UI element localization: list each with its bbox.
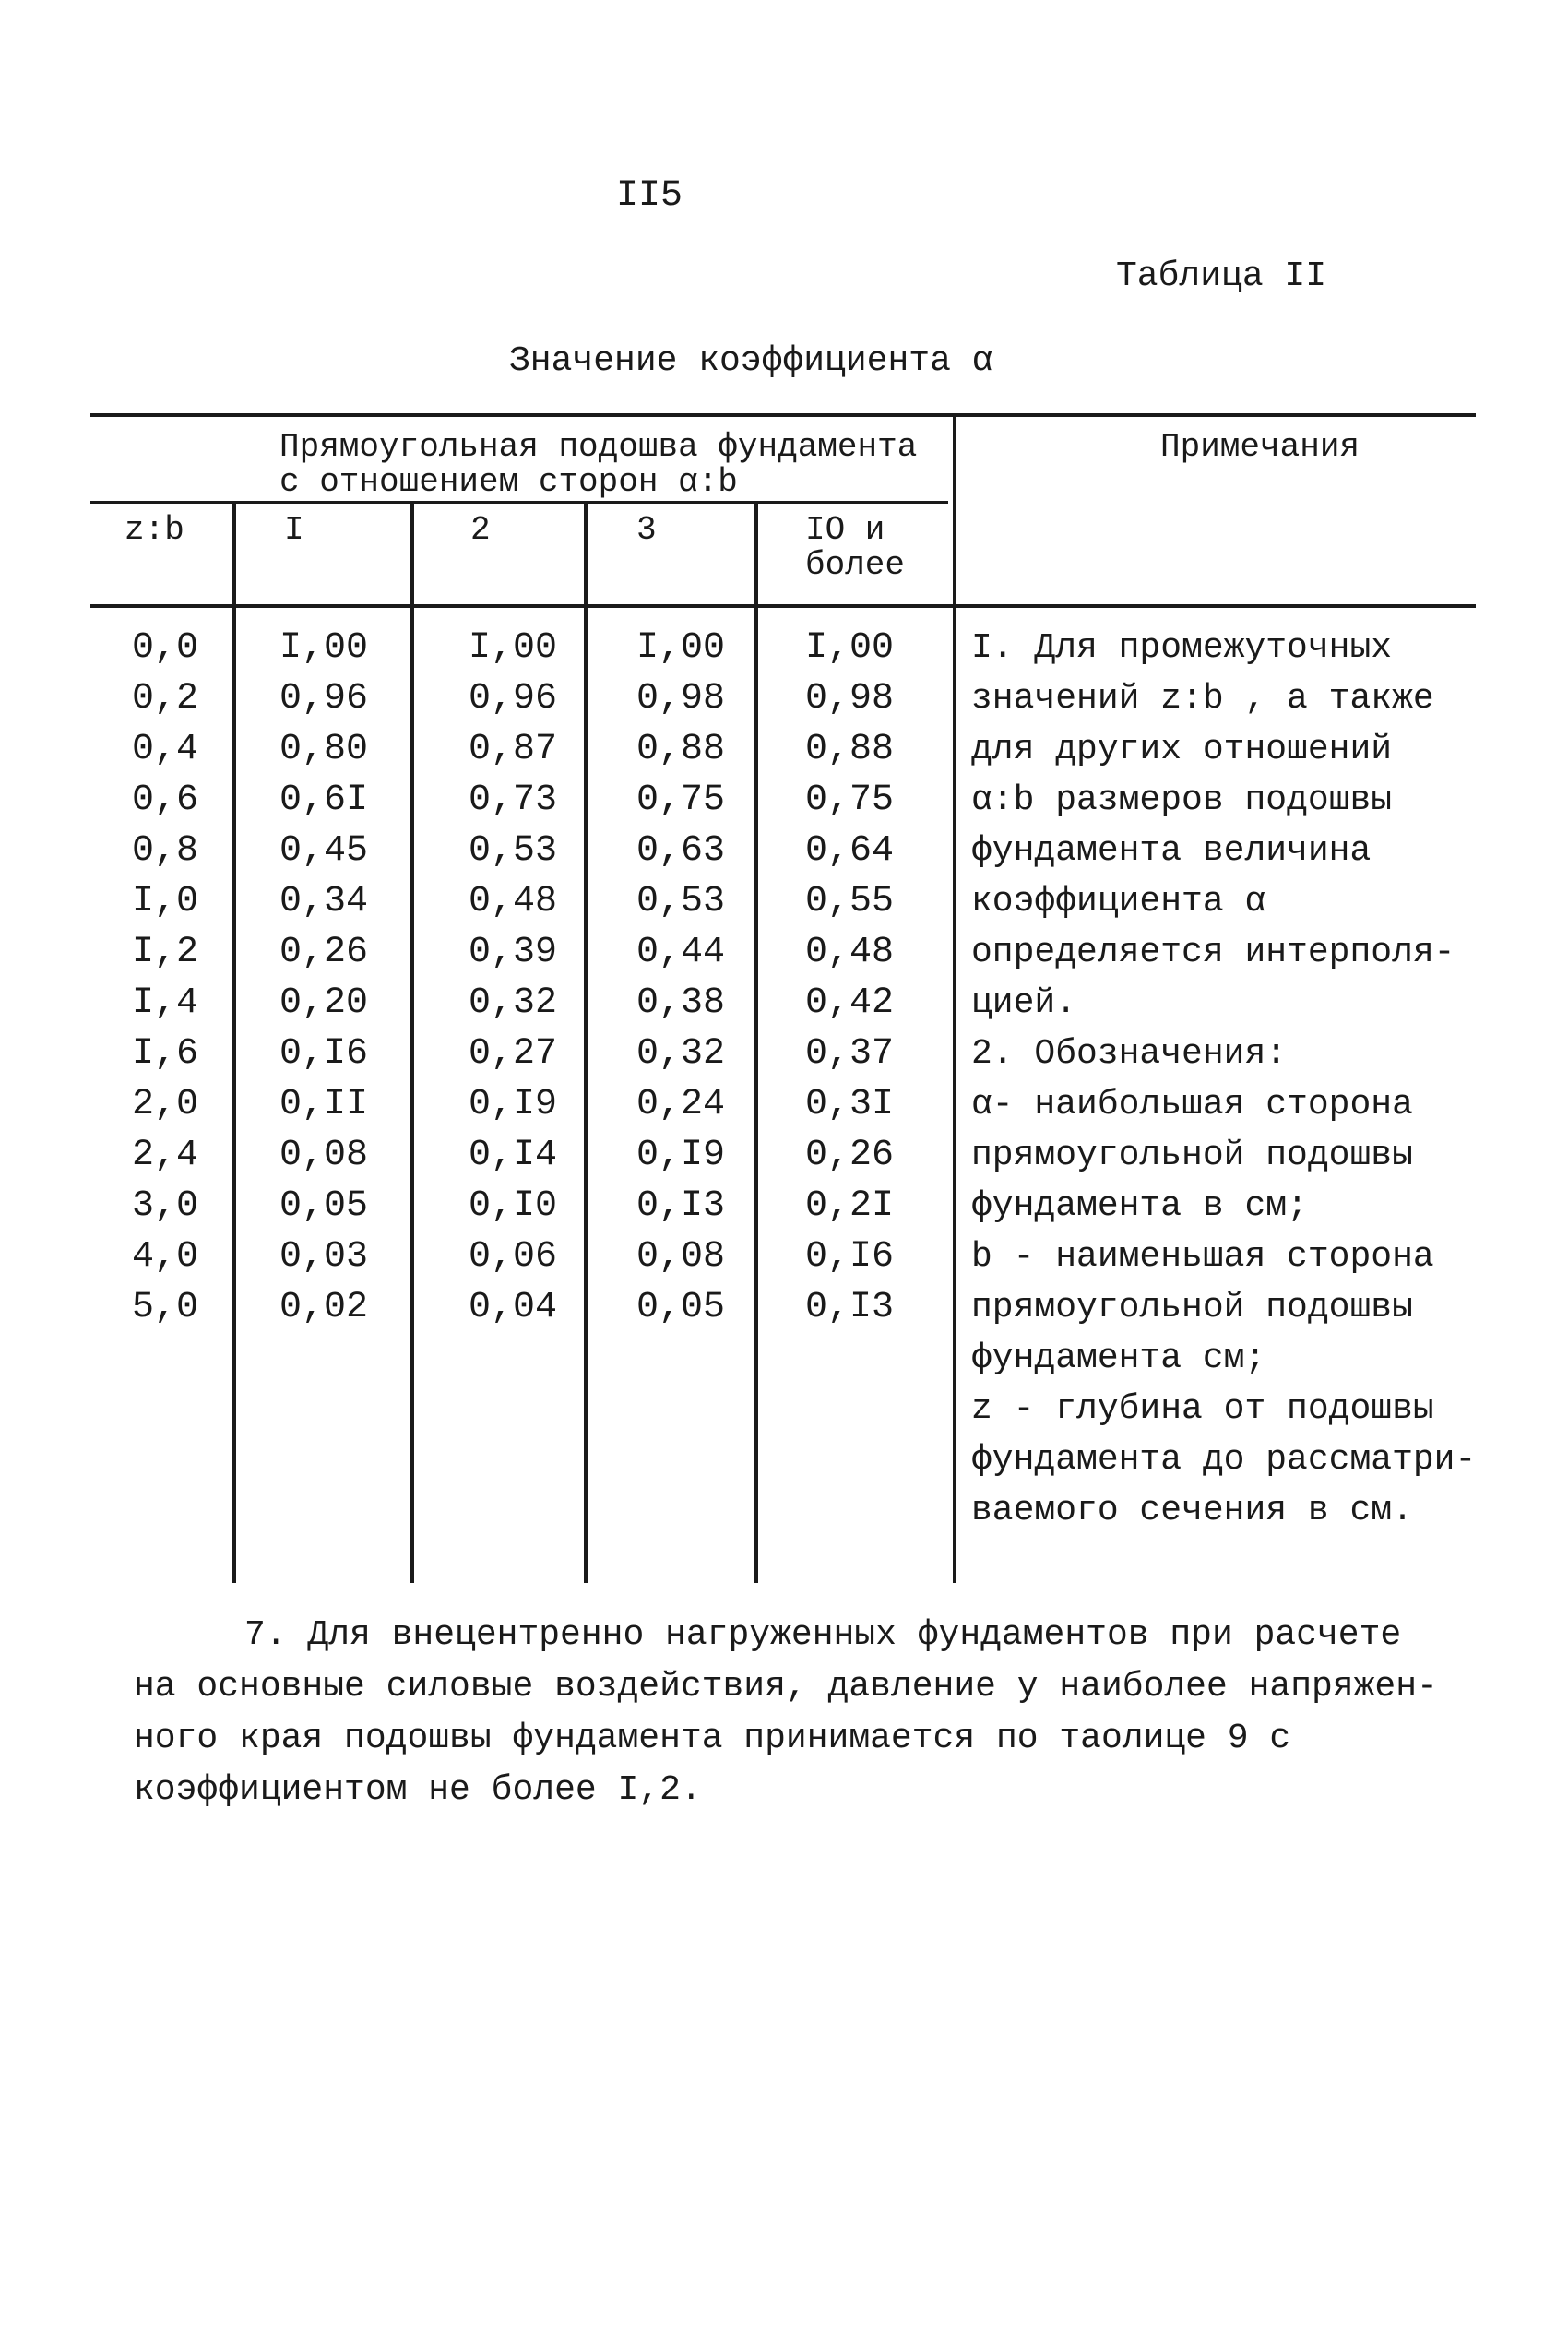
note-line: α- наибольшая сторона	[971, 1085, 1413, 1124]
table-cell: I,00	[805, 627, 895, 669]
table-cell: 0,I9	[469, 1084, 558, 1125]
table-cell: 0,03	[279, 1236, 369, 1278]
note-line: определяется интерполя-	[971, 933, 1455, 972]
notes-column	[971, 623, 1476, 1536]
footer-line: 7. Для внецентренно нагруженных фундаментов при расчете	[244, 1615, 1402, 1655]
group-header-line1: Прямоугольная подошва фундамента	[279, 428, 918, 466]
col-divider-notes	[953, 413, 956, 1583]
table-cell: 0,08	[279, 1135, 369, 1176]
note-line: прямоугольной подошвы	[971, 1136, 1413, 1175]
column-header-4-line2: более	[805, 546, 906, 584]
table-cell: 0,26	[805, 1135, 895, 1176]
table-cell: 0,2I	[805, 1185, 895, 1227]
column-3	[636, 623, 725, 1333]
col-divider-2	[584, 504, 588, 1583]
footer-line: ного края подошвы фундамента принимается по таолице 9 с	[134, 1719, 1291, 1758]
table-cell: 3,0	[132, 1185, 199, 1227]
note-line: значений z:b , а также	[971, 679, 1434, 719]
table-label: Таблица II	[1116, 256, 1327, 296]
table-cell: I,6	[132, 1033, 199, 1075]
column-header-1: I	[284, 511, 304, 549]
table-cell: 0,53	[636, 881, 726, 922]
footer-line: на основные силовые воздействия, давление у наиболее напряжен-	[134, 1667, 1438, 1707]
column-1	[279, 623, 368, 1333]
table-cell: 4,0	[132, 1236, 199, 1278]
table-cell: I,0	[132, 881, 199, 922]
header-bottom-rule	[90, 604, 1476, 608]
note-line: фундамента в см;	[971, 1186, 1308, 1226]
table-cell: 0,75	[805, 779, 895, 821]
table-cell: 0,02	[279, 1287, 369, 1328]
table-cell: 0,24	[636, 1084, 726, 1125]
note-line: фундамента величина	[971, 831, 1372, 871]
table-cell: I,2	[132, 932, 199, 973]
table-cell: 0,32	[469, 982, 558, 1024]
table-cell: 0,44	[636, 932, 726, 973]
note-line: фундамента см;	[971, 1339, 1266, 1378]
note-line: цией.	[971, 983, 1077, 1023]
col-divider-ratio	[232, 504, 236, 1583]
table-cell: 0,I9	[636, 1135, 726, 1176]
table-cell: 2,0	[132, 1084, 199, 1125]
column-header-2: 2	[470, 511, 491, 549]
table-top-rule	[90, 413, 1476, 417]
table-cell: 0,63	[636, 830, 726, 872]
table-cell: 0,4	[132, 729, 199, 770]
table-cell: 0,75	[636, 779, 726, 821]
column-header-4-line1: IO и	[805, 511, 885, 549]
table-cell: 0,3I	[805, 1084, 895, 1125]
table-cell: 0,45	[279, 830, 369, 872]
column-header-3: 3	[636, 511, 657, 549]
table-cell: 0,53	[469, 830, 558, 872]
notes-header: Примечания	[1160, 428, 1360, 466]
table-cell: 0,I3	[805, 1287, 895, 1328]
note-line: ваемого сечения в см.	[971, 1491, 1413, 1530]
col-divider-1	[410, 504, 414, 1583]
table-cell: 0,80	[279, 729, 369, 770]
table-cell: 0,I4	[469, 1135, 558, 1176]
table-cell: 5,0	[132, 1287, 199, 1328]
note-line: для других отношений	[971, 730, 1393, 769]
table-cell: 0,42	[805, 982, 895, 1024]
table-cell: 0,6I	[279, 779, 369, 821]
column-4	[805, 623, 894, 1333]
group-header-rule	[90, 501, 948, 504]
note-line: b - наименьшая сторона	[971, 1237, 1434, 1277]
table-cell: 0,0	[132, 627, 199, 669]
table-cell: I,4	[132, 982, 199, 1024]
page-number: II5	[616, 175, 683, 217]
table-cell: 0,27	[469, 1033, 558, 1075]
table-cell: 0,06	[469, 1236, 558, 1278]
table-cell: 0,I3	[636, 1185, 726, 1227]
table-cell: 0,32	[636, 1033, 726, 1075]
table-cell: 0,55	[805, 881, 895, 922]
note-line: α:b размеров подошвы	[971, 780, 1393, 820]
col-divider-3	[754, 504, 758, 1583]
table-cell: I,00	[469, 627, 558, 669]
table-cell: 0,I0	[469, 1185, 558, 1227]
table-cell: 0,48	[805, 932, 895, 973]
table-cell: 0,2	[132, 678, 199, 720]
ratio-column-header: z:b	[125, 511, 184, 549]
table-cell: 0,04	[469, 1287, 558, 1328]
table-cell: 0,08	[636, 1236, 726, 1278]
table-cell: 0,38	[636, 982, 726, 1024]
table-cell: 0,37	[805, 1033, 895, 1075]
table-cell: 0,34	[279, 881, 369, 922]
table-cell: 0,96	[469, 678, 558, 720]
note-line: фундамента до рассматри-	[971, 1440, 1477, 1480]
note-line: I. Для промежуточных	[971, 628, 1393, 668]
note-line: z - глубина от подошвы	[971, 1389, 1434, 1429]
table-cell: 0,20	[279, 982, 369, 1024]
note-line: коэффициента α	[971, 882, 1266, 922]
ratio-column	[132, 623, 198, 1333]
note-line: прямоугольной подошвы	[971, 1288, 1413, 1327]
table-cell: 0,I6	[279, 1033, 369, 1075]
table-cell: 0,98	[805, 678, 895, 720]
footer-line: коэффициентом не более I,2.	[134, 1770, 702, 1810]
table-cell: I,00	[636, 627, 726, 669]
table-cell: 0,8	[132, 830, 199, 872]
table-cell: 0,II	[279, 1084, 369, 1125]
table-cell: 0,39	[469, 932, 558, 973]
table-cell: 0,48	[469, 881, 558, 922]
table-cell: 0,64	[805, 830, 895, 872]
group-header-line2: с отношением сторон α:b	[279, 463, 738, 501]
table-cell: 0,05	[279, 1185, 369, 1227]
table-cell: 0,87	[469, 729, 558, 770]
table-cell: 0,88	[636, 729, 726, 770]
table-caption: Значение коэффициента α	[509, 341, 993, 381]
table-cell: 0,6	[132, 779, 199, 821]
table-cell: 0,88	[805, 729, 895, 770]
table-cell: 0,96	[279, 678, 369, 720]
table-cell: 0,26	[279, 932, 369, 973]
footer-paragraph	[134, 1610, 1438, 1816]
note-line: 2. Обозначения:	[971, 1034, 1288, 1074]
table-cell: 0,05	[636, 1287, 726, 1328]
table-cell: 0,I6	[805, 1236, 895, 1278]
table-cell: I,00	[279, 627, 369, 669]
table-cell: 2,4	[132, 1135, 199, 1176]
table-cell: 0,73	[469, 779, 558, 821]
column-2	[469, 623, 557, 1333]
table-cell: 0,98	[636, 678, 726, 720]
